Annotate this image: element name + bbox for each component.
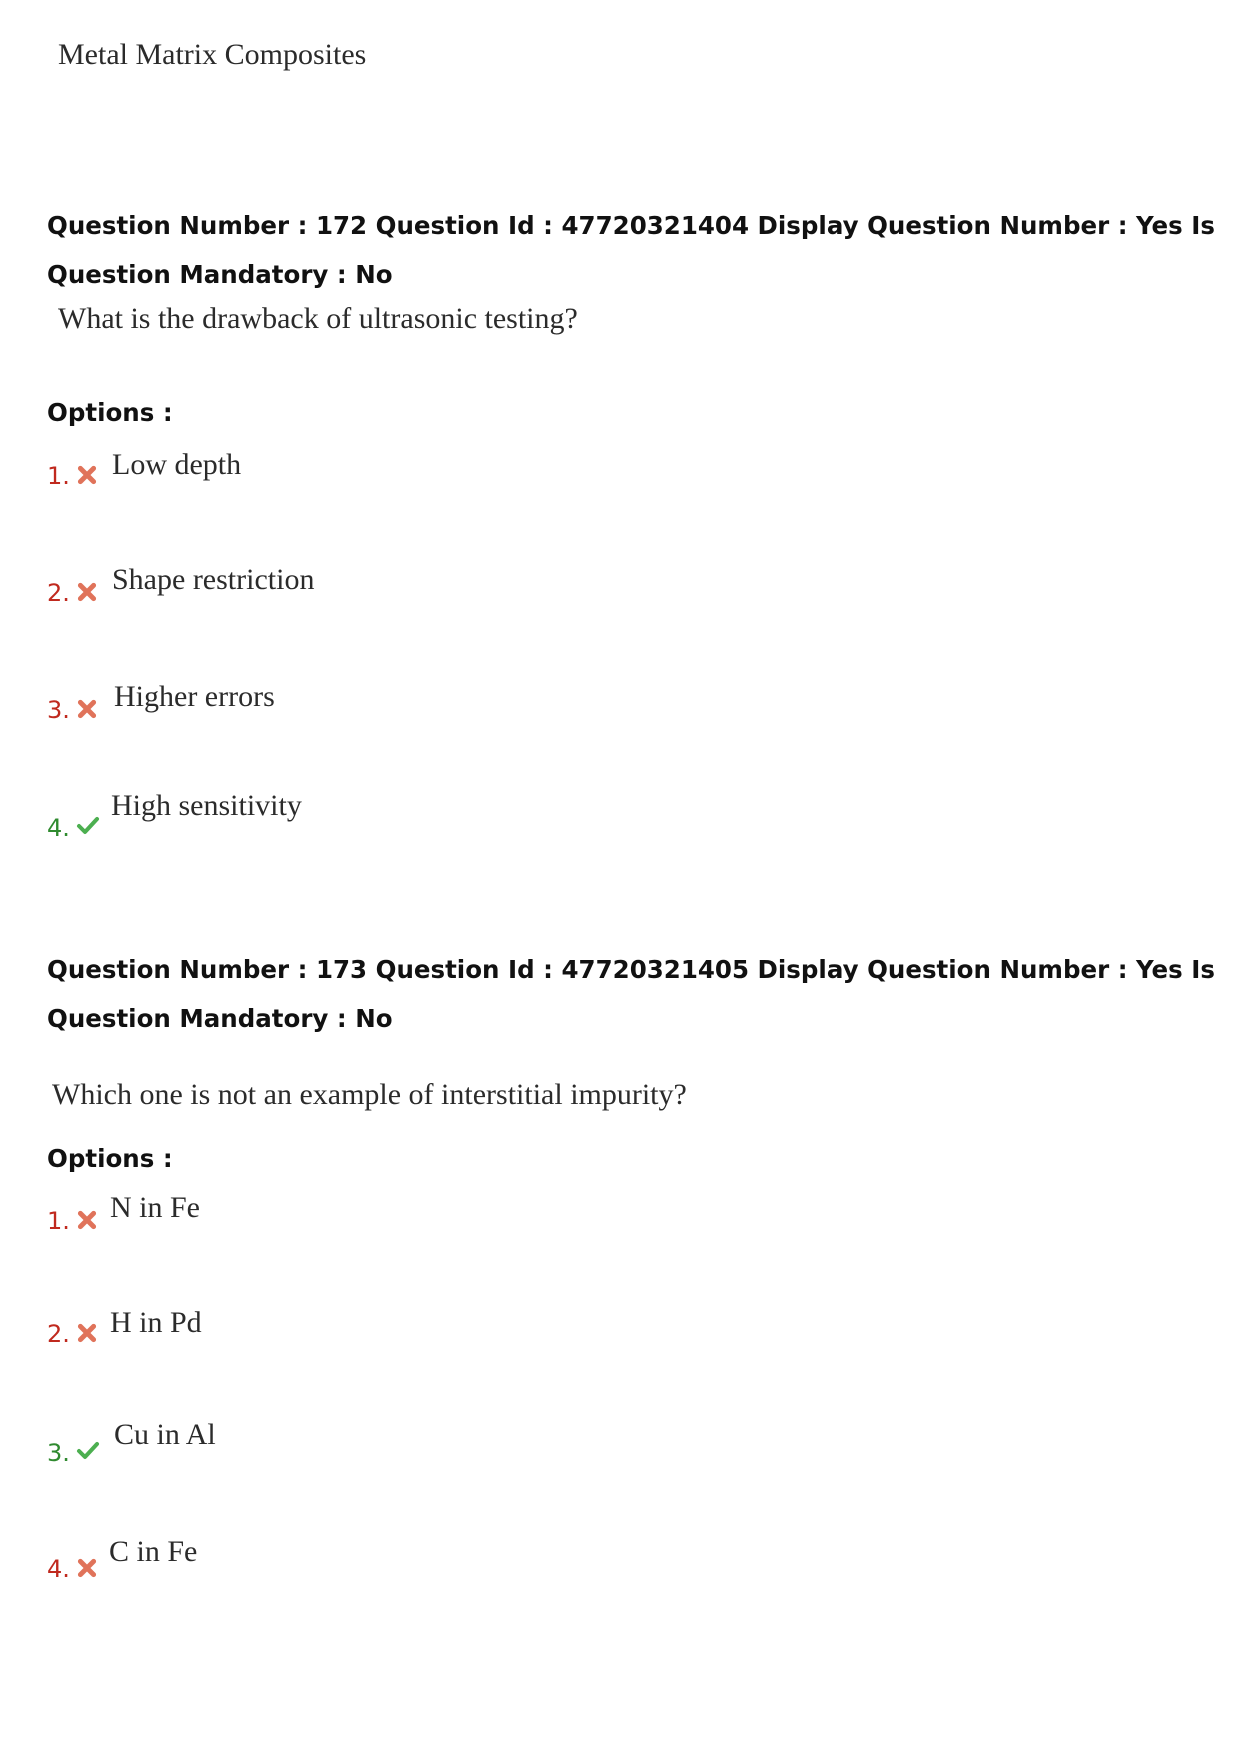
q173-option-2-text: H in Pd [110,1306,202,1339]
cross-icon [76,1557,98,1579]
q172-option-4-text: High sensitivity [111,789,302,822]
check-icon [76,1439,100,1461]
q172-option-2-number: 2. [47,579,70,607]
question-172-header: Question Number : 172 Question Id : 47720321404 Display Question Number : Yes Is Question Mandatory : No [47,211,1215,289]
q172-option-1-number: 1. [47,462,70,490]
question-172-options-label: Options : [47,398,173,427]
q173-option-3-text: Cu in Al [114,1418,216,1451]
cross-icon [76,698,98,720]
cross-icon [76,464,98,486]
q173-option-4-text: C in Fe [109,1535,198,1568]
q173-option-4-number: 4. [47,1555,70,1583]
question-173-text: Which one is not an example of interstitial impurity? [52,1078,687,1111]
q172-option-3-text: Higher errors [114,680,275,713]
previous-option-fragment: Metal Matrix Composites [58,38,367,71]
cross-icon [76,581,98,603]
q173-option-2-number: 2. [47,1320,70,1348]
q172-option-1-text: Low depth [112,448,242,481]
q172-option-4-number: 4. [47,814,70,842]
check-icon [76,814,100,836]
question-173-options-label: Options : [47,1144,173,1173]
cross-icon [76,1322,98,1344]
question-173-header: Question Number : 173 Question Id : 47720321405 Display Question Number : Yes Is Question Mandatory : No [47,955,1215,1033]
q173-option-3-number: 3. [47,1439,70,1467]
question-172-text: What is the drawback of ultrasonic testing? [58,302,578,335]
cross-icon [76,1209,98,1231]
q173-option-1-number: 1. [47,1207,70,1235]
q172-option-2-text: Shape restriction [112,563,315,596]
q173-option-1-text: N in Fe [110,1191,200,1224]
q172-option-3-number: 3. [47,696,70,724]
